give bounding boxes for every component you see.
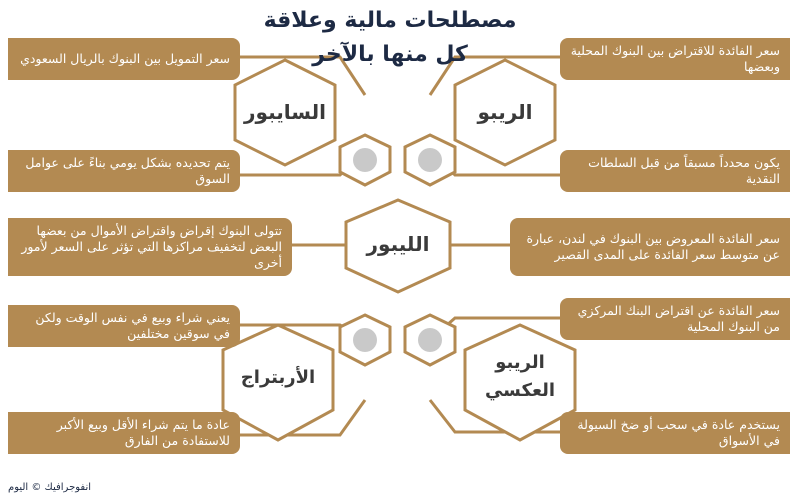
grey-dot-icon [418, 148, 442, 172]
term-repo: الريبو [477, 100, 533, 124]
libor-note-box [8, 218, 292, 276]
repo-note-text: يكون محدداً مسبقاً من قبل السلطات النقدية [588, 155, 780, 186]
sibor-definition-box [8, 38, 240, 80]
term-sibor: السايبور [244, 100, 326, 124]
footer-credit: انفوجرافيك © اليوم [8, 482, 92, 493]
repo-definition-text: سعر الفائدة للاقتراض بين البنوك المحلية وبعضها [570, 43, 780, 74]
libor-definition-text: سعر الفائدة المعروض بين البنوك في لندن، عبارة عن متوسط سعر الفائدة على المدى القصير [526, 231, 780, 262]
grey-dot-icon [418, 328, 442, 352]
arbitrage-definition-box [8, 305, 240, 347]
title-line2: كل منها بالآخر [312, 42, 468, 67]
term-reverse-repo-line1: الريبو [495, 352, 545, 373]
grey-dot-icon [353, 148, 377, 172]
sibor-note-box [8, 150, 240, 192]
repo-definition-box [560, 38, 790, 80]
repo-note-box [560, 150, 790, 192]
sibor-note-text: يتم تحديده بشكل يومي بناءً على عوامل السوق [25, 155, 230, 186]
reverse-repo-definition-text: سعر الفائدة عن اقتراض البنك المركزي من البنوك المحلية [577, 303, 780, 334]
reverse-repo-note-text: يستخدم عادة في سحب أو ضخ السيولة في الأسواق [577, 417, 780, 448]
term-libor: الليبور [366, 232, 430, 256]
reverse-repo-definition-box [560, 298, 790, 340]
arbitrage-note-text: عادة ما يتم شراء الأقل وبيع الأكبر للاستفادة من الفارق [56, 417, 230, 448]
grey-dot-icon [353, 328, 377, 352]
sibor-definition-text: سعر التمويل بين البنوك بالريال السعودي [20, 51, 230, 66]
title-line1: مصطلحات مالية وعلاقة [263, 8, 517, 33]
term-reverse-repo-line2: العكسي [484, 380, 556, 401]
reverse-repo-note-box [560, 412, 790, 454]
term-arbitrage: الأربتراج [240, 367, 316, 388]
libor-note-text: تتولى البنوك إقراض واقتراض الأموال من بعضها البعض لتخفيف مراكزها التي تؤثر على السعر لأمور أخرى [21, 223, 282, 270]
arbitrage-definition-text: يعني شراء وبيع في نفس الوقت ولكن في سوقين مختلفين [35, 310, 230, 341]
libor-definition-box [510, 218, 790, 276]
arbitrage-note-box [8, 412, 240, 454]
